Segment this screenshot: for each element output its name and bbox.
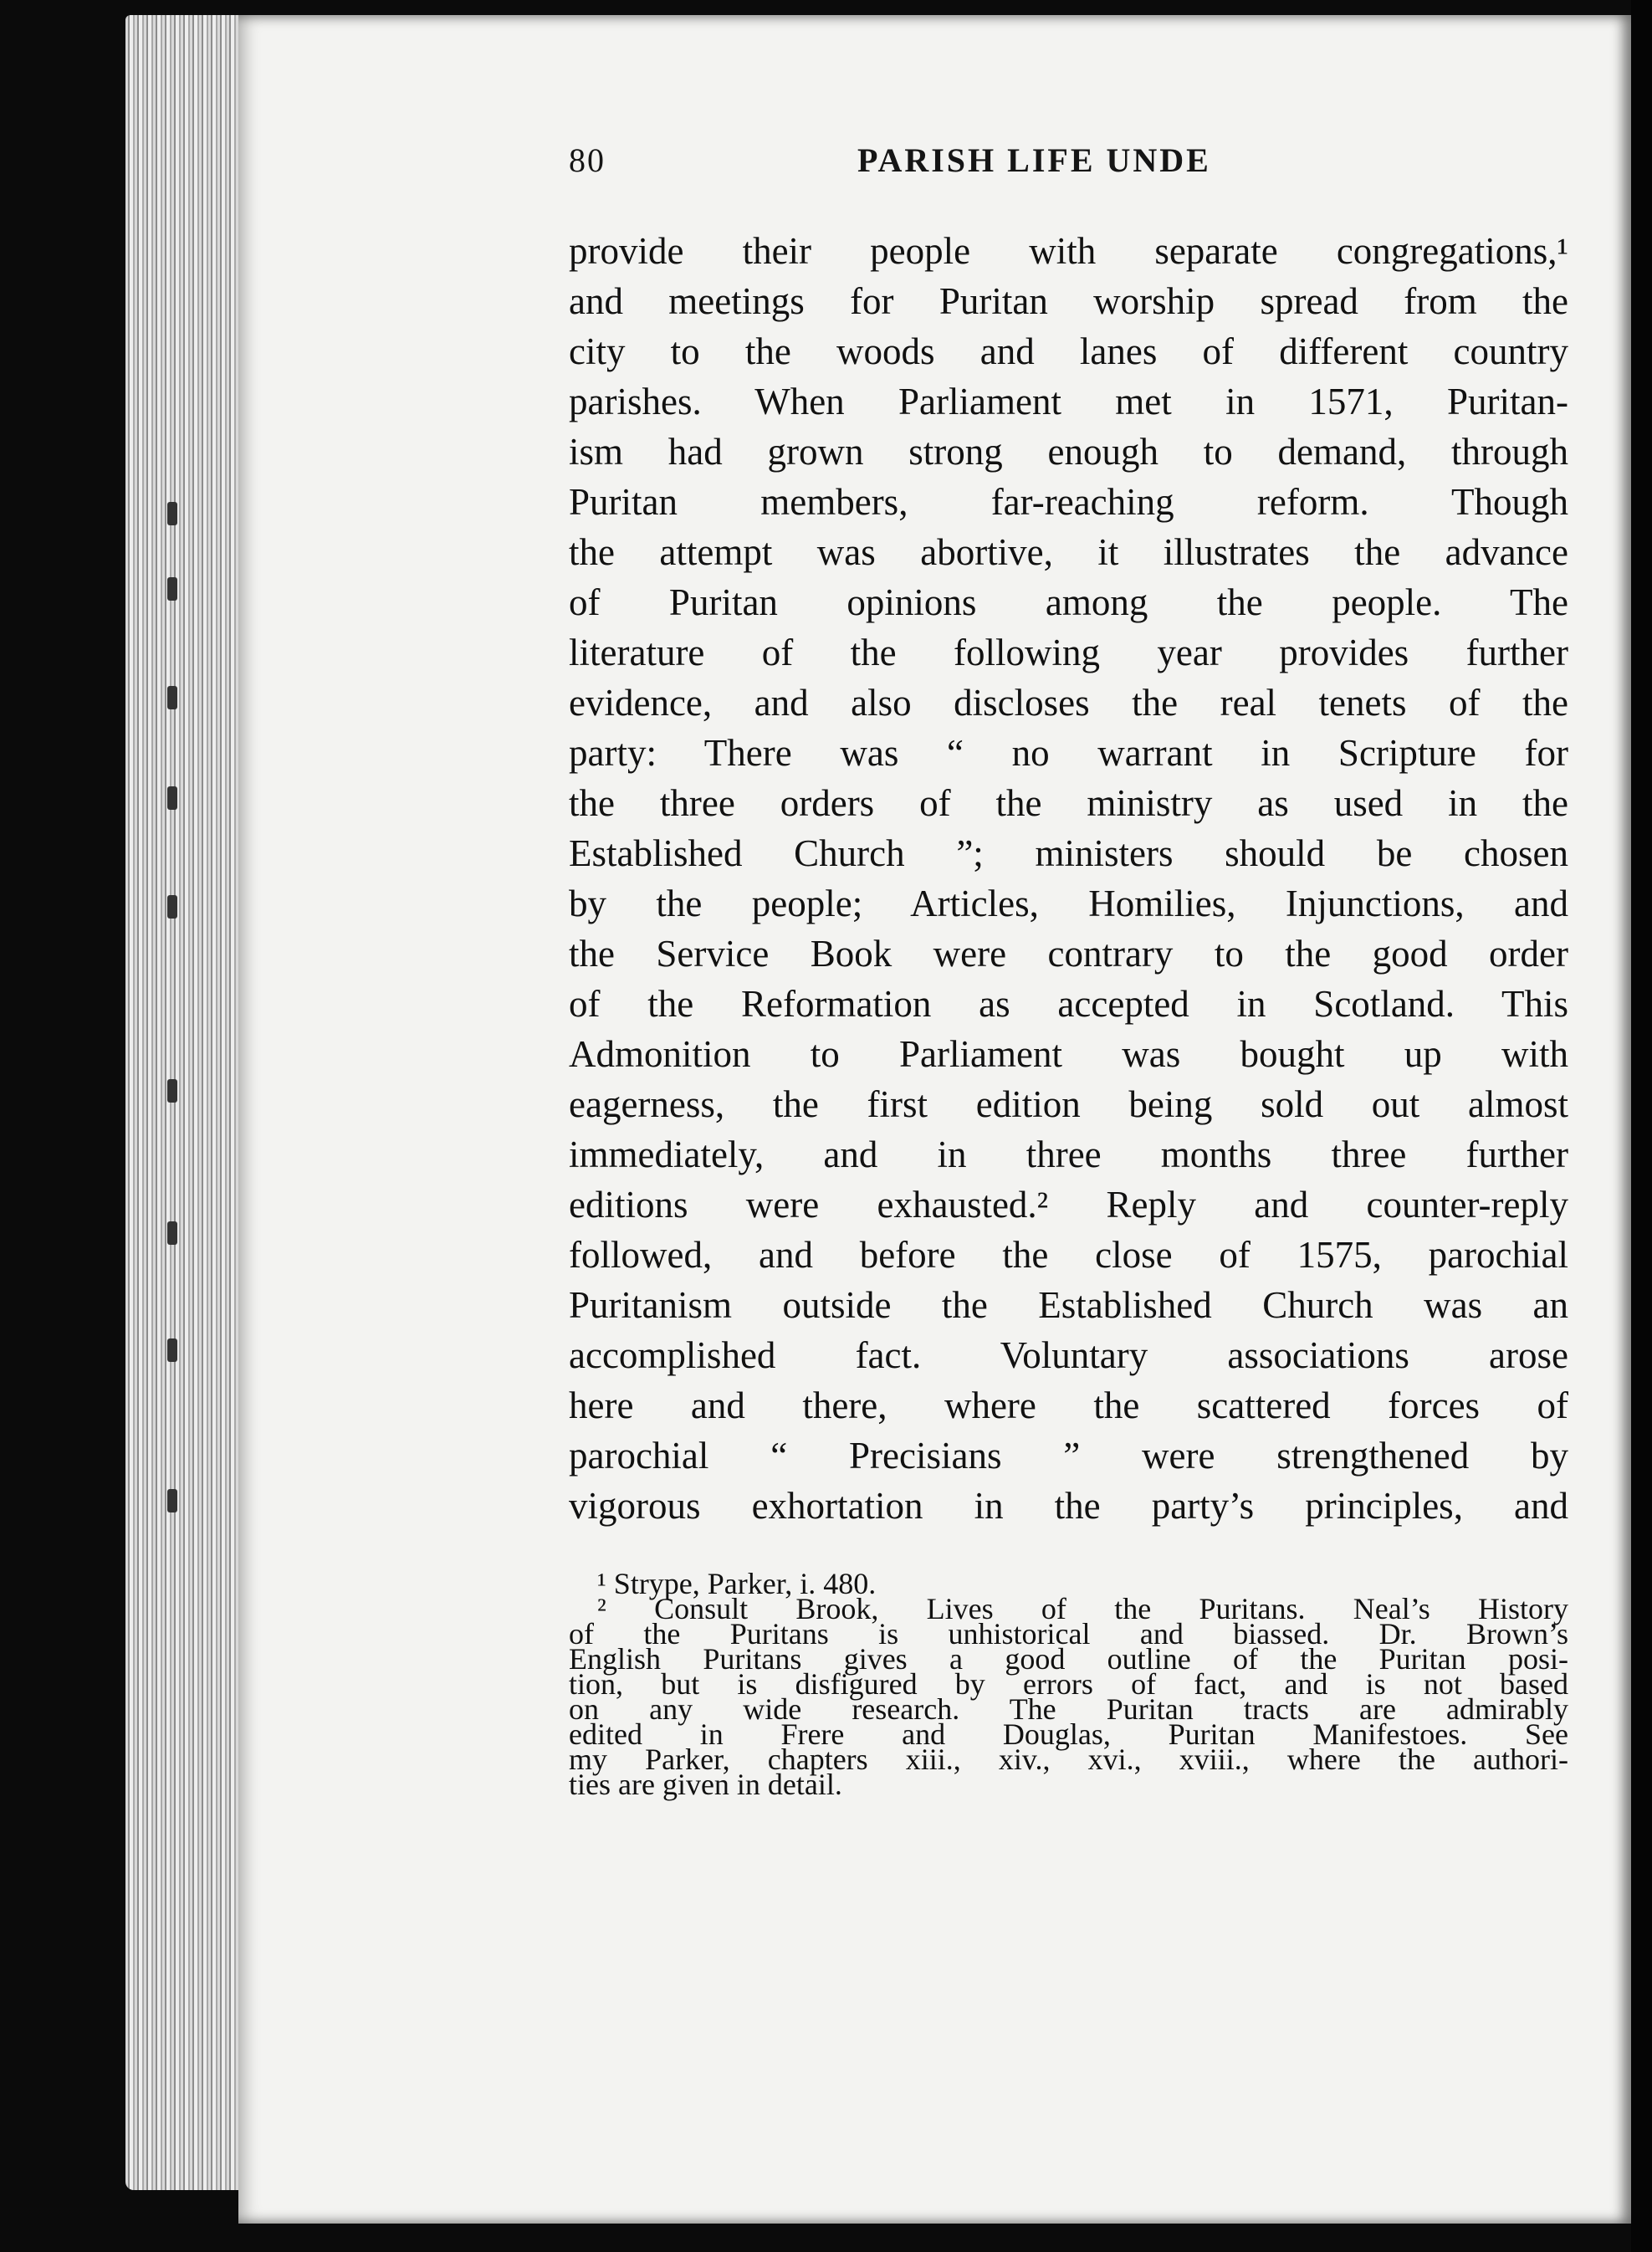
text-line: accomplished fact. Voluntary associations arose	[569, 1334, 1568, 1376]
text-line: provide their people with separate congregations,¹	[569, 230, 1568, 272]
page-number: 80	[569, 141, 606, 179]
running-header	[569, 141, 1573, 191]
text-line: Puritan members, far-reaching reform. Though	[569, 481, 1568, 523]
footnote-2-line: my Parker, chapters xiii., xiv., xvi., xviii., where the authori-	[569, 1743, 1568, 1776]
text-line: city to the woods and lanes of different country	[569, 330, 1568, 372]
footnote-2-line: tion, but is disfigured by errors of fact, and is not based	[569, 1667, 1568, 1701]
running-title: PARISH LIFE UNDE	[857, 141, 1211, 179]
text-line: by the people; Articles, Homilies, Injunctions, and	[569, 883, 1568, 924]
text-line: the three orders of the ministry as used in the	[569, 782, 1568, 824]
footnote-2-line: edited in Frere and Douglas, Puritan Manifestoes. See	[569, 1717, 1568, 1751]
text-line: the Service Book were contrary to the good order	[569, 933, 1568, 975]
text-line: ism had grown strong enough to demand, through	[569, 431, 1568, 473]
text-line: parishes. When Parliament met in 1571, Puritan-	[569, 381, 1568, 422]
text-line: of the Reformation as accepted in Scotland. This	[569, 983, 1568, 1025]
text-line: Admonition to Parliament was bought up with	[569, 1033, 1568, 1075]
text-line: and meetings for Puritan worship spread from the	[569, 280, 1568, 322]
text-line: followed, and before the close of 1575, parochial	[569, 1234, 1568, 1276]
text-line: Established Church ”; ministers should be chosen	[569, 832, 1568, 874]
footnote-2-line: English Puritans gives a good outline of the Puritan posi-	[569, 1642, 1568, 1676]
text-line: vigorous exhortation in the party’s principles, and	[569, 1485, 1568, 1527]
footnotes	[569, 1567, 1568, 1801]
text-line: eagerness, the first edition being sold out almost	[569, 1083, 1568, 1125]
text-line: here and there, where the scattered forces of	[569, 1384, 1568, 1426]
text-line: immediately, and in three months three further	[569, 1134, 1568, 1175]
footnote-2-line: ² Consult Brook, Lives of the Puritans. Neal’s History	[597, 1592, 1568, 1625]
text-line: party: There was “ no warrant in Scripture for	[569, 732, 1568, 774]
text-line: editions were exhausted.² Reply and counter-reply	[569, 1184, 1568, 1226]
body-text	[569, 226, 1568, 1531]
margin-marks	[167, 502, 234, 1673]
footnote-2-line: of the Puritans is unhistorical and biassed. Dr. Brown’s	[569, 1617, 1568, 1651]
text-line: Puritanism outside the Established Church was an	[569, 1284, 1568, 1326]
footnote-1: ¹ Strype, Parker, i. 480.	[597, 1567, 877, 1600]
text-line: the attempt was abortive, it illustrates the advance	[569, 531, 1568, 573]
footnote-2-line: ties are given in detail.	[569, 1768, 842, 1801]
text-line: evidence, and also discloses the real tenets of the	[569, 682, 1568, 724]
text-line: of Puritan opinions among the people. The	[569, 581, 1568, 623]
scan-border	[1631, 0, 1652, 2252]
footnote-2-line: on any wide research. The Puritan tracts are admirably	[569, 1692, 1568, 1726]
text-line: parochial “ Precisians ” were strengthened by	[569, 1435, 1568, 1477]
text-line: literature of the following year provides further	[569, 632, 1568, 673]
